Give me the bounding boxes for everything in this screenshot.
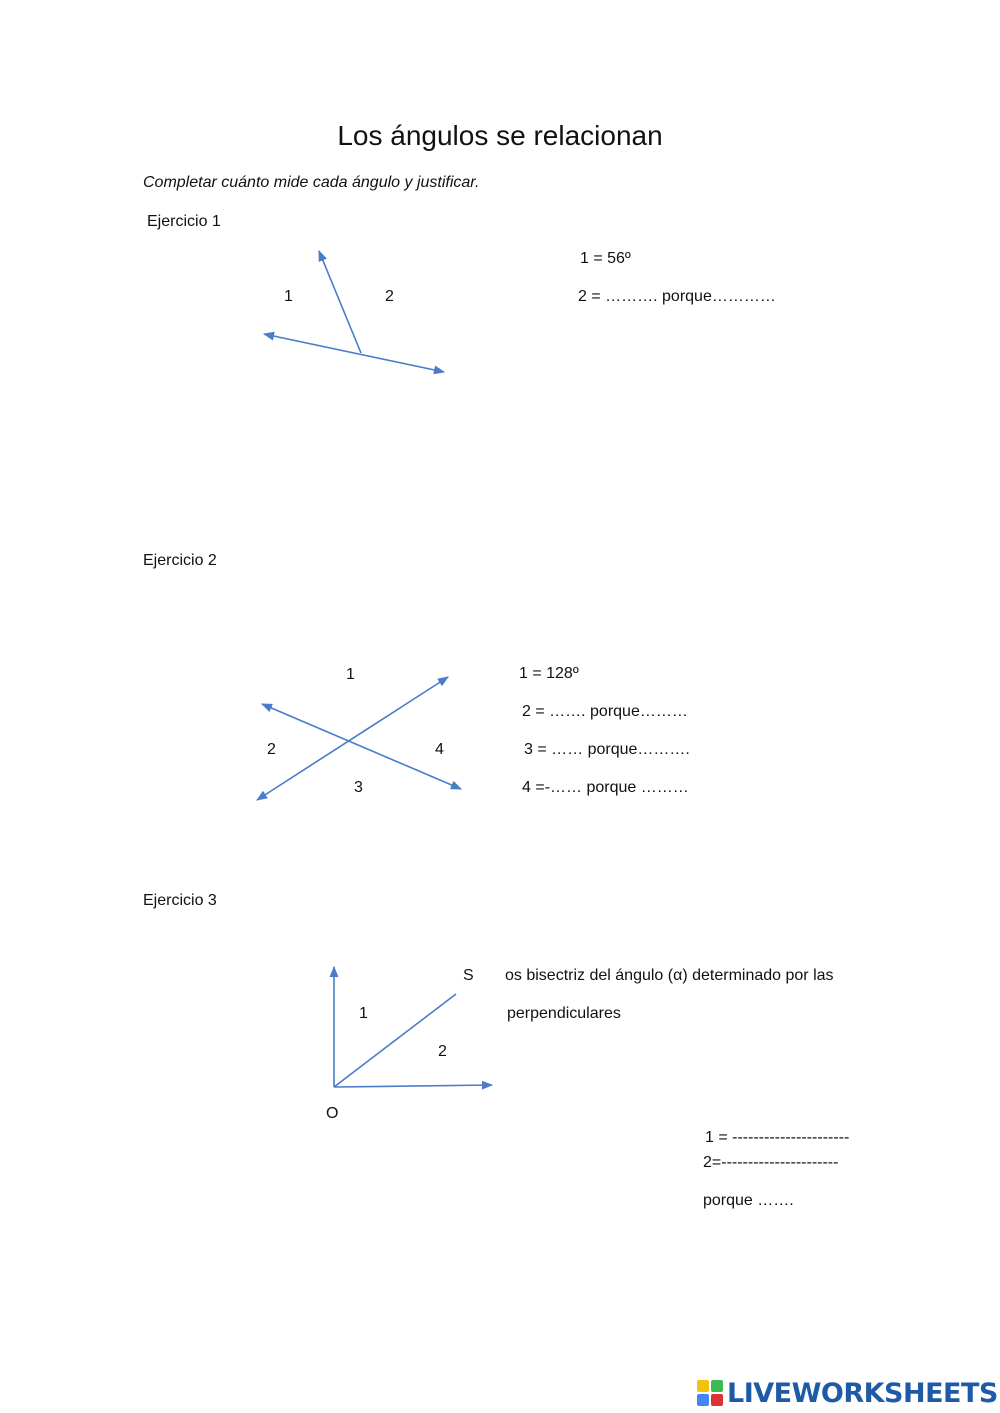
ex2-answer-2[interactable]: 2 = ……. porque……… <box>522 703 688 720</box>
ex3-point-o: O <box>326 1105 339 1122</box>
ex2-answer-3[interactable]: 3 = …… porque………. <box>524 741 690 758</box>
ex2-angle-label-1: 1 <box>346 666 355 683</box>
liveworksheets-logo <box>697 1378 998 1408</box>
instruction-text: Completar cuánto mide cada ángulo y justificar. <box>143 174 480 191</box>
ex3-answer-porque[interactable]: porque ……. <box>703 1192 794 1209</box>
ex2-line-a <box>262 704 461 789</box>
ex3-angle-label-2: 2 <box>438 1043 447 1060</box>
ex1-ray <box>319 251 361 353</box>
logo-square-4 <box>711 1394 723 1406</box>
logo-square-2 <box>711 1380 723 1392</box>
page-title: Los ángulos se relacionan <box>337 120 663 151</box>
exercise-1-heading: Ejercicio 1 <box>147 213 221 230</box>
ex2-answer-1: 1 = 128º <box>519 665 579 682</box>
ex1-answer-2[interactable]: 2 = ………. porque………… <box>578 288 776 305</box>
logo-square-3 <box>697 1394 709 1406</box>
exercise-2-heading: Ejercicio 2 <box>143 552 217 569</box>
logo-text: LIVEWORKSHEETS <box>727 1377 998 1409</box>
logo-square-1 <box>697 1380 709 1392</box>
ex2-answer-4[interactable]: 4 =-…… porque ……… <box>522 779 689 796</box>
ex1-angle-label-2: 2 <box>385 288 394 305</box>
ex2-angle-label-4: 4 <box>435 741 444 758</box>
ex1-answer-1: 1 = 56º <box>580 250 631 267</box>
logo-icon <box>697 1380 723 1406</box>
ex3-angle-label-1: 1 <box>359 1005 368 1022</box>
ex3-answer-2[interactable]: 2=---------------------- <box>703 1154 839 1171</box>
ex3-statement-line-2: perpendiculares <box>507 1005 621 1022</box>
ex2-line-b <box>257 677 448 800</box>
exercise-3-heading: Ejercicio 3 <box>143 892 217 909</box>
ex3-statement-line-1: os bisectriz del ángulo (α) determinado por las <box>505 967 834 984</box>
ex2-angle-label-3: 3 <box>354 779 363 796</box>
ex1-angle-label-1: 1 <box>284 288 293 305</box>
ex3-bisector <box>334 994 456 1087</box>
ex3-horizontal-ray <box>334 1085 492 1087</box>
ex2-angle-label-2: 2 <box>267 741 276 758</box>
ex3-point-s: S <box>463 967 474 984</box>
ex3-answer-1[interactable]: 1 = ---------------------- <box>705 1129 850 1146</box>
ex1-line-base <box>264 334 444 372</box>
